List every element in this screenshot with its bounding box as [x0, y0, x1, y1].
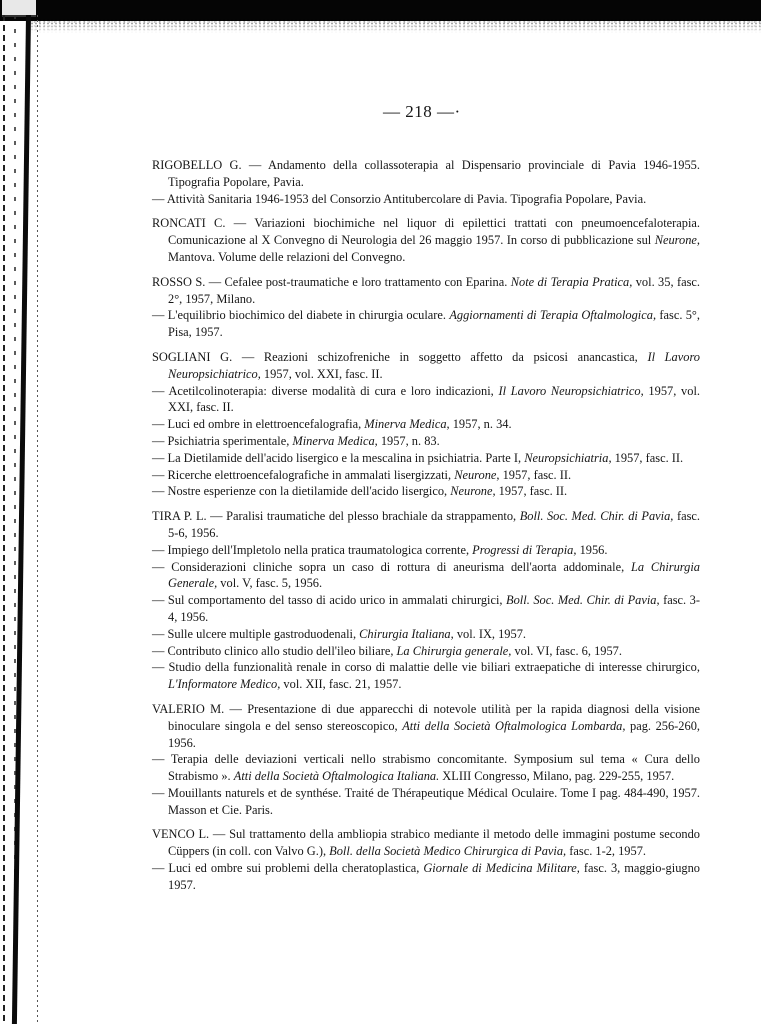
entry-lead: — — [152, 383, 169, 398]
entry-journal: Aggiornamenti di Terapia Oftalmologica, — [449, 308, 657, 323]
entry-lead: ROSSO S. — — [152, 274, 225, 289]
entry-lead: — — [152, 417, 168, 432]
binding-line — [37, 15, 38, 1024]
entry-lead: TIRA P. L. — — [152, 509, 227, 524]
entry-journal: La Chirurgia generale, — [396, 643, 512, 658]
entry-trail: vol. 35, fasc. 2°, 1957, Milano. — [168, 274, 700, 306]
entry-lead: RONCATI C. — — [152, 216, 255, 231]
entry-journal: La Chirurgia Generale, — [168, 559, 700, 591]
entry-lead: — — [152, 191, 167, 206]
entry-trail: pag. 256-260, 1956. — [168, 718, 700, 750]
entry-lead: VALERIO M. — — [152, 701, 248, 716]
entry-title: Mouillants naturels et de synthése. Traité de Thérapeutique Médical Oculaire. Tome I pag. 484-490, 1957. Masson et Cie. Paris. — [167, 785, 700, 817]
entry-journal: Minerva Medica, — [364, 417, 450, 432]
entry-trail: fasc. 3, maggio-giugno 1957. — [168, 861, 700, 892]
entry-title: Considerazioni cliniche sopra un caso di rottura di aneurisma dell'aorta addominale, — [171, 559, 631, 574]
bib-entry — [152, 659, 700, 693]
entry-journal: Atti della Società Oftalmologica Lombarda, — [402, 718, 626, 733]
entry-title: Ricerche elettroencefalografiche in ammalati lisergizzati, — [167, 467, 455, 482]
entry-trail: 1957, fasc. II. — [499, 467, 572, 482]
entry-journal: Boll. Soc. Med. Chir. di Pavia, — [519, 509, 674, 524]
entry-journal: Boll. Soc. Med. Chir. di Pavia, — [506, 593, 660, 608]
entry-trail: vol. XII, fasc. 21, 1957. — [280, 677, 402, 692]
book-binding-edge — [0, 0, 40, 1024]
bibliography — [152, 157, 700, 902]
entry-lead: — — [152, 308, 168, 323]
bib-entry — [152, 416, 700, 433]
entry-journal: Progressi di Terapia, — [472, 542, 577, 557]
entry-title: Psichiatria sperimentale, — [167, 433, 293, 448]
author-block-venco — [152, 826, 700, 893]
entry-lead: — — [152, 593, 168, 608]
entry-trail: 1957, vol. XXI, fasc. II. — [168, 383, 700, 415]
entry-trail: 1957, fasc. II. — [611, 450, 684, 465]
entry-trail: fasc. 1-2, 1957. — [566, 844, 646, 859]
entry-title: Acetilcolinoterapia: diverse modalità di cura e loro indicazioni, — [168, 383, 499, 398]
bib-entry — [152, 559, 700, 593]
entry-journal: L'Informatore Medico, — [168, 677, 281, 692]
entry-trail: 1957, fasc. II. — [495, 484, 568, 499]
entry-journal: Atti della Società Oftalmologica Italiana. — [233, 769, 440, 784]
entry-journal: Giornale di Medicina Militare, — [423, 861, 580, 876]
bib-entry — [152, 592, 700, 626]
entry-trail: Mantova. Volume delle relazioni del Convegno. — [168, 249, 406, 264]
author-block-sogliani — [152, 349, 700, 500]
entry-trail: 1956. — [576, 542, 608, 557]
entry-lead: RIGOBELLO G. — — [152, 158, 268, 172]
entry-title: Contributo clinico allo studio dell'ileo biliare, — [167, 643, 397, 658]
entry-trail: 1957, n. 34. — [449, 417, 512, 432]
entry-journal: Chirurgia Italiana, — [359, 626, 454, 641]
entry-title: L'equilibrio biochimico del diabete in chirurgia oculare. — [167, 308, 450, 323]
bib-entry — [152, 826, 700, 860]
entry-title: Andamento della collassoterapia al Dispensario provinciale di Pavia 1946-1955. Tipografia Popolare, Pavia. — [168, 158, 700, 189]
bib-entry — [152, 450, 700, 467]
bib-entry — [152, 307, 700, 341]
entry-journal: Neurone, — [654, 233, 700, 248]
entry-lead: — — [152, 484, 168, 499]
bib-entry — [152, 860, 700, 894]
entry-lead: — — [152, 433, 168, 448]
bib-entry — [152, 383, 700, 417]
entry-title: Presentazione di due apparecchi di notevole utilità per la rapida diagnosi della visione binoculare singola e del senso stereoscopico, — [168, 701, 701, 733]
bib-entry — [152, 701, 700, 751]
bib-entry — [152, 191, 700, 208]
bib-entry — [152, 785, 700, 819]
entry-lead: — — [152, 559, 172, 574]
entry-journal: Neurone, — [450, 484, 496, 499]
entry-lead: — — [152, 542, 168, 557]
binding-line — [3, 15, 5, 1024]
entry-lead: — — [152, 467, 168, 482]
bib-entry — [152, 643, 700, 660]
entry-lead: SOGLIANI G. — — [152, 349, 264, 364]
bib-entry — [152, 751, 700, 785]
author-block-rosso — [152, 274, 700, 341]
entry-journal: Minerva Medica, — [292, 433, 378, 448]
bib-entry — [152, 433, 700, 450]
entry-title: Terapia delle deviazioni verticali nello strabismo concomitante. Symposium sul tema « Cura dello Strabismo ». — [168, 752, 700, 784]
entry-trail: fasc. 5-6, 1956. — [168, 509, 700, 540]
entry-title: Sulle ulcere multiple gastroduodenali, — [167, 626, 360, 641]
entry-journal: Il Lavoro Neuropsichiatrico, — [168, 349, 700, 381]
entry-lead: — — [152, 643, 168, 658]
entry-title: Sul trattamento della ambliopia strabico mediante il metodo delle immagini postume secondo Cüppers (in coll. con Valvo G.), — [168, 827, 700, 859]
entry-trail: fasc. 5°, Pisa, 1957. — [168, 308, 700, 340]
bib-entry — [152, 483, 700, 500]
bib-entry — [152, 467, 700, 484]
entry-title: Paralisi traumatiche del plesso brachiale da strappamento, — [226, 509, 520, 524]
entry-title: Variazioni biochimiche nel liquor di epilettici trattati con pneumoencefaloterapia. Comunicazione al X Convegno di Neurologia del 26 maggio 1957. In corso di pubblicazione sul — [168, 216, 700, 248]
entry-title: Nostre esperienze con la dietilamide dell'acido lisergico, — [167, 484, 451, 499]
entry-title: Impiego dell'Impletolo nella pratica traumatologica corrente, — [167, 542, 473, 557]
entry-journal: Neurone, — [454, 467, 500, 482]
bib-entry — [152, 274, 700, 308]
entry-trail: vol. VI, fasc. 6, 1957. — [511, 643, 622, 658]
entry-lead: — — [152, 861, 169, 876]
entry-lead: — — [152, 752, 171, 767]
entry-lead: — — [152, 450, 168, 465]
entry-trail: fasc. 3-4, 1956. — [168, 593, 701, 624]
entry-trail: 1957, n. 83. — [377, 433, 440, 448]
entry-trail: vol. V, fasc. 5, 1956. — [217, 576, 323, 591]
entry-lead: VENCO L. — — [152, 827, 230, 842]
bib-entry — [152, 215, 700, 265]
author-block-rigobello — [152, 157, 700, 207]
bib-entry — [152, 157, 700, 191]
bib-entry — [152, 542, 700, 559]
entry-title: Attività Sanitaria 1946-1953 del Consorzio Antitubercolare di Pavia. Tipografia Popolare, Pavia. — [166, 191, 647, 206]
author-block-tira — [152, 508, 700, 693]
entry-title: Sul comportamento del tasso di acido urico in ammalati chirurgici, — [167, 593, 507, 608]
author-block-valerio — [152, 701, 700, 819]
entry-title: Reazioni schizofreniche in soggetto affetto da psicosi anancastica, — [263, 349, 648, 364]
entry-trail: 1957, vol. XXI, fasc. II. — [260, 366, 383, 381]
bib-entry — [152, 626, 700, 643]
entry-title: Studio della funzionalità renale in corso di malattie delle vie biliari extraepatiche di interesse chirurgico, — [168, 660, 700, 675]
entry-journal: Boll. della Società Medico Chirurgica di Pavia, — [329, 844, 567, 859]
author-block-roncati — [152, 215, 700, 265]
bib-entry — [152, 508, 700, 542]
bib-entry — [152, 349, 700, 383]
entry-trail: XLIII Congresso, Milano, pag. 229-255, 1957. — [439, 769, 675, 784]
entry-title: La Dietilamide dell'acido lisergico e la mescalina in psichiatria. Parte I, — [167, 450, 525, 465]
entry-lead: — — [152, 626, 168, 641]
entry-trail: vol. IX, 1957. — [453, 626, 526, 641]
entry-lead: — — [152, 785, 168, 800]
page-number: — 218 —· — [383, 102, 461, 121]
entry-journal: Neuropsichiatria, — [524, 450, 612, 465]
scan-top-border — [0, 0, 761, 21]
entry-title: Cefalee post-traumatiche e loro trattamento con Eparina. — [224, 274, 511, 289]
entry-journal: Il Lavoro Neuropsichiatrico, — [498, 383, 644, 398]
scan-noise-band — [30, 19, 761, 33]
entry-journal: Note di Terapia Pratica, — [510, 274, 633, 289]
entry-title: Luci ed ombre in elettroencefalografia, — [167, 417, 365, 432]
entry-title: Luci ed ombre sui problemi della cheratoplastica, — [168, 861, 424, 876]
entry-lead: — — [152, 660, 169, 675]
